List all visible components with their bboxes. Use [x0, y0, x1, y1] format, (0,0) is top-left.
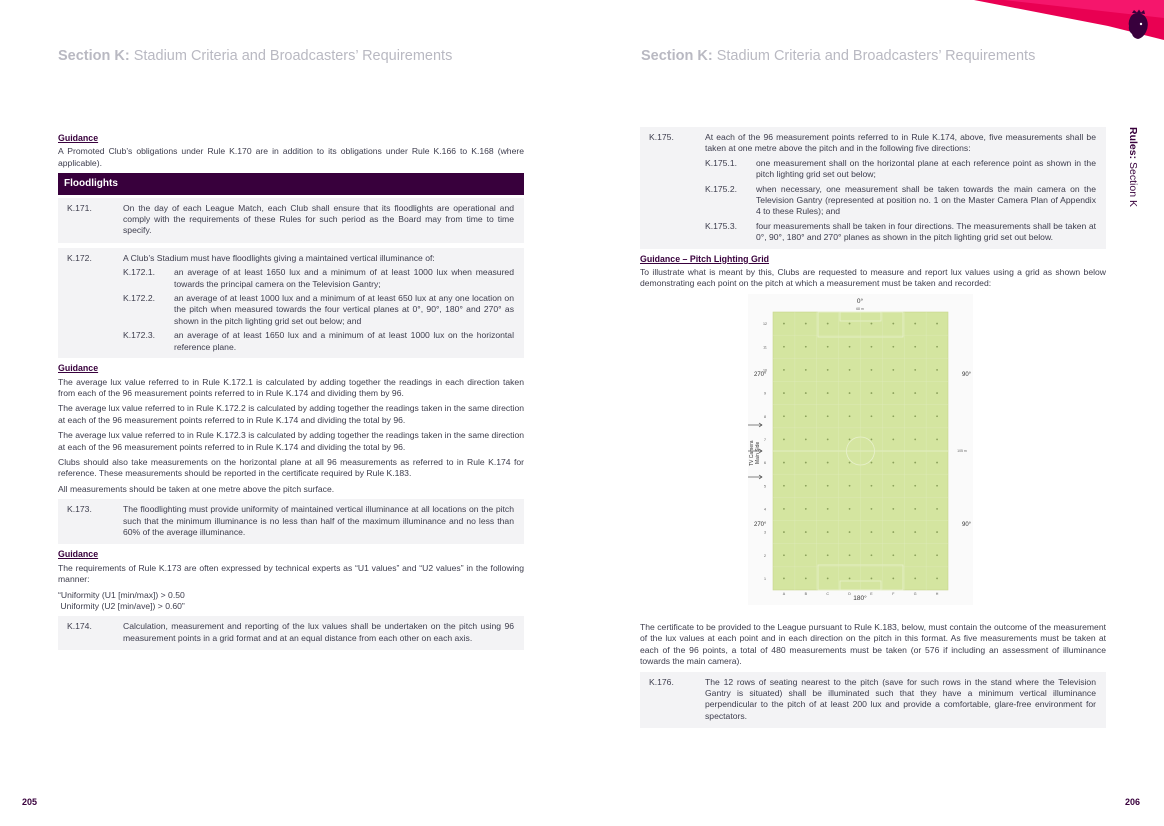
subrule-number: K.175.2.: [705, 183, 738, 194]
measurement-point: [827, 369, 829, 371]
measurement-point: [849, 438, 851, 440]
grid-row-number: 8: [764, 414, 766, 419]
grid-row-number: 9: [764, 391, 766, 396]
measurement-point: [827, 346, 829, 348]
measurement-point: [914, 438, 916, 440]
guidance-text: All measurements should be taken at one metre above the pitch surface.: [58, 483, 335, 494]
measurement-point: [827, 485, 829, 487]
grid-column-letter: E: [870, 591, 873, 596]
measurement-point: [892, 323, 894, 325]
guidance-text: The average lux value referred to in Rule K.172.2 is calculated by adding together the readings taken in the same direction at each of the 96 measurement points referred to in Rule K.174 and dividing the total by 96.: [58, 403, 524, 425]
label-90-upper: 90°: [962, 371, 972, 378]
label-180-degrees: 180°: [853, 594, 867, 602]
measurement-point: [849, 369, 851, 371]
label-0-degrees: 0°: [856, 297, 864, 305]
subrule-text: four measurements shall be taken in four directions. The measurements shall be taken at 0°, 90°, 180° and 270° planes as shown in the pitch lighting grid set out below.: [756, 220, 1096, 243]
grid-column-letter: B: [804, 591, 808, 596]
measurement-point: [805, 392, 807, 394]
measurement-point: [783, 346, 785, 348]
measurement-point: [849, 554, 851, 556]
measurement-point: [914, 531, 916, 533]
measurement-point: [849, 415, 851, 417]
grid-row-number: 12: [763, 321, 767, 326]
uniformity-line: “Uniformity (U1 [min/max]) > 0.50: [58, 589, 185, 600]
measurement-point: [936, 392, 938, 394]
measurement-point: [936, 462, 938, 464]
measurement-point: [936, 485, 938, 487]
measurement-point: [805, 369, 807, 371]
label-90-lower: 90°: [962, 521, 972, 528]
page-header-right: Section K: Stadium Criteria and Broadcasters’ Requirements: [641, 48, 1036, 64]
measurement-point: [871, 462, 873, 464]
measurement-point: [827, 531, 829, 533]
measurement-point: [892, 369, 894, 371]
measurement-point: [783, 462, 785, 464]
measurement-point: [849, 462, 851, 464]
grid-column-letter: G: [913, 591, 917, 596]
guidance-text: The requirements of Rule K.173 are often expressed by technical experts as “U1 values” and “U2 values” in the following manner:: [58, 562, 524, 585]
measurement-point: [936, 531, 938, 533]
measurement-point: [827, 438, 829, 440]
guidance-heading: Guidance: [58, 549, 99, 560]
grid-row-number: 6: [764, 460, 766, 465]
page-header-left: Section K: Stadium Criteria and Broadcasters’ Requirements: [58, 48, 453, 64]
measurement-point: [936, 415, 938, 417]
measurement-point: [892, 531, 894, 533]
grid-row-number: 2: [764, 553, 766, 558]
label-270-upper: 270°: [754, 371, 767, 378]
tv-main-side-label: Main Side: [755, 441, 761, 464]
measurement-point: [871, 485, 873, 487]
subrule-text: when necessary, one measurement shall be taken towards the main camera on the Television Gantry (represented at position no. 1 on the Master Camera Plan of Appendix 4 to these Rules); and: [756, 183, 1096, 217]
measurement-point: [871, 369, 873, 371]
guidance-heading: Guidance: [58, 133, 99, 143]
subrule-number: K.172.1.: [123, 267, 156, 278]
measurement-point: [827, 577, 829, 579]
guidance-text: The average lux value referred to in Rule K.172.1 is calculated by adding together the readings in each direction taken from each of the 96 measurement points referred to in Rule K.174 and dividing them by 96.: [58, 376, 524, 398]
grid-row-number: 1: [764, 576, 766, 581]
measurement-point: [892, 392, 894, 394]
guidance-text: A Promoted Club’s obligations under Rule K.170 are in addition to its obligations under Rule K.166 to K.168 (where applicable).: [58, 146, 524, 168]
subrule-text: an average of at least 1000 lux and a minimum of at least 650 lux at any one location on the pitch when measured towards the four vertical planes at 0°, 90°, 180° and 270° as shown in the pitch lighting grid set out below; and: [174, 293, 514, 326]
left-column: [58, 133, 524, 655]
measurement-point: [914, 415, 916, 417]
premier-league-corner: [974, 0, 1164, 62]
grid-row-number: 7: [764, 437, 766, 442]
subrule-number: K.172.2.: [123, 293, 156, 304]
measurement-point: [805, 462, 807, 464]
measurement-point: [892, 415, 894, 417]
side-tab: Rules: Section K: [1127, 127, 1139, 207]
rule-k172: [58, 248, 524, 358]
rule-number: K.172.: [67, 252, 92, 263]
grid-column-letter: F: [892, 591, 895, 596]
measurement-point: [892, 346, 894, 348]
grid-column-letter: D: [848, 591, 851, 596]
measurement-point: [936, 554, 938, 556]
rule-number: K.171.: [67, 202, 92, 213]
measurement-point: [892, 462, 894, 464]
rule-k174: [58, 616, 524, 650]
measurement-point: [805, 438, 807, 440]
rule-text: On the day of each League Match, each Club shall ensure that its floodlights are operational and comply with the requirements of these Rules for such period as the Board may from time to time specify.: [123, 202, 514, 236]
rule-k175: [640, 127, 1106, 249]
measurement-point: [914, 462, 916, 464]
measurement-point: [805, 346, 807, 348]
page-number-left: 205: [22, 797, 38, 807]
measurement-point: [936, 346, 938, 348]
measurement-point: [892, 554, 894, 556]
measurement-point: [849, 508, 851, 510]
measurement-point: [892, 508, 894, 510]
measurement-point: [936, 438, 938, 440]
measurement-point: [783, 577, 785, 579]
rule-text: The 12 rows of seating nearest to the pitch (save for such rows in the stand where the Television Gantry is situated) shall be illuminated such that they have a minimum vertical illuminance perpendicular to the pitch of at least 200 lux and provide a comfortable, glare-free environment for spectators.: [705, 676, 1096, 721]
measurement-point: [871, 577, 873, 579]
measurement-point: [871, 438, 873, 440]
measurement-point: [827, 554, 829, 556]
grid-column-letter: A: [782, 591, 786, 596]
measurement-point: [805, 323, 807, 325]
right-column: [640, 127, 1106, 733]
measurement-point: [871, 508, 873, 510]
floodlights-title: Floodlights: [58, 173, 524, 194]
grid-column-letter: C: [826, 591, 829, 596]
measurement-point: [783, 415, 785, 417]
measurement-point: [849, 392, 851, 394]
grid-column-letter: H: [935, 591, 939, 596]
measurement-point: [783, 485, 785, 487]
width-label: 68 m: [856, 306, 864, 311]
measurement-point: [892, 577, 894, 579]
rule-number: K.173.: [67, 504, 92, 515]
measurement-point: [871, 392, 873, 394]
measurement-point: [892, 438, 894, 440]
measurement-point: [783, 438, 785, 440]
grid-row-number: 3: [764, 530, 766, 535]
rule-text: Calculation, measurement and reporting of the lux values shall be undertaken on the pitch using 96 measurement points in a grid format and at an equal distance from each other on each axis.: [123, 621, 514, 643]
measurement-point: [783, 531, 785, 533]
subrule-text: an average of at least 1650 lux and a minimum of at least 1000 lux on the horizontal reference plane.: [174, 330, 514, 352]
measurement-point: [827, 323, 829, 325]
measurement-point: [805, 531, 807, 533]
measurement-point: [936, 369, 938, 371]
measurement-point: [936, 323, 938, 325]
measurement-point: [805, 415, 807, 417]
measurement-point: [783, 392, 785, 394]
measurement-point: [914, 346, 916, 348]
grid-row-number: 4: [764, 507, 766, 512]
measurement-point: [805, 577, 807, 579]
grid-row-number: 11: [763, 345, 767, 350]
measurement-point: [849, 577, 851, 579]
measurement-point: [849, 323, 851, 325]
measurement-point: [914, 554, 916, 556]
measurement-point: [914, 369, 916, 371]
measurement-point: [783, 508, 785, 510]
measurement-point: [827, 508, 829, 510]
measurement-point: [805, 508, 807, 510]
measurement-point: [914, 323, 916, 325]
certificate-text: The certificate to be provided to the League pursuant to Rule K.183, below, must contain the outcome of the measurement of the lux values at each point and in each direction on the pitch in this format. As five measurements must be taken at each of the 96 points, a total of 480 measurements must be taken (or 576 if including an assessment of illuminance towards the main camera).: [640, 621, 1106, 667]
rule-text: A Club’s Stadium must have floodlights giving a maintained vertical illuminance of:: [123, 252, 435, 263]
rule-text: The floodlighting must provide uniformity of maintained vertical illuminance at all locations on the pitch such that the minimum illuminance is no less than half of the maximum illuminance and no less than 60% of the average illuminance.: [123, 504, 514, 537]
measurement-point: [871, 531, 873, 533]
length-label: 105 m: [957, 448, 967, 453]
uniformity-line: Uniformity (U2 [min/ave]) > 0.60”: [58, 601, 185, 611]
measurement-point: [914, 508, 916, 510]
guidance-text: The average lux value referred to in Rule K.172.3 is calculated by adding together the readings taken in the same direction at each of the 96 measurement points referred to in Rule K.174 and dividing the total by 96.: [58, 430, 524, 452]
subrule-number: K.175.3.: [705, 220, 738, 231]
rule-k171: [58, 198, 524, 243]
page-number-right: 206: [1125, 797, 1141, 807]
subrule-text: an average of at least 1650 lux and a minimum of at least 1000 lux when measured towards the principal camera on the Television Gantry;: [174, 267, 514, 289]
grid-row-number: 10: [763, 368, 767, 373]
rule-k173: [58, 499, 524, 544]
rule-number: K.176.: [649, 676, 674, 687]
measurement-point: [827, 415, 829, 417]
measurement-point: [827, 392, 829, 394]
measurement-point: [849, 531, 851, 533]
measurement-point: [783, 554, 785, 556]
tv-camera-label: TV Camera: [749, 440, 755, 466]
measurement-point: [914, 485, 916, 487]
measurement-point: [871, 554, 873, 556]
measurement-point: [892, 485, 894, 487]
measurement-point: [871, 415, 873, 417]
measurement-point: [936, 508, 938, 510]
label-270-lower: 270°: [754, 521, 767, 528]
guidance-text: Clubs should also take measurements on the horizontal plane at all 96 measurements as referred to in Rule K.174 for reference. These measurements should be reported in the certificate required by Rule K.183.: [58, 456, 524, 479]
measurement-point: [871, 323, 873, 325]
measurement-point: [827, 462, 829, 464]
measurement-point: [783, 323, 785, 325]
measurement-point: [849, 485, 851, 487]
measurement-point: [914, 577, 916, 579]
rule-k176: [640, 672, 1106, 729]
measurement-point: [805, 485, 807, 487]
rule-text: At each of the 96 measurement points referred to in Rule K.174, above, five measurements shall be taken at one metre above the pitch and in the following five directions:: [705, 132, 1096, 154]
subrule-text: one measurement shall on the horizontal plane at each reference point as shown in the pitch lighting grid set out below;: [756, 157, 1096, 180]
measurement-point: [914, 392, 916, 394]
rule-number: K.174.: [67, 621, 92, 632]
measurement-point: [849, 346, 851, 348]
grid-guidance-text: To illustrate what is meant by this, Clubs are requested to measure and report lux values using a grid as shown below demonstrating each point on the pitch at which a measurement must be taken and recorded:: [640, 267, 1106, 289]
grid-row-number: 5: [764, 484, 766, 489]
guidance-heading: Guidance: [58, 363, 99, 374]
measurement-point: [783, 369, 785, 371]
measurement-point: [805, 554, 807, 556]
subrule-number: K.175.1.: [705, 157, 738, 168]
subrule-number: K.172.3.: [123, 330, 156, 341]
measurement-point: [936, 577, 938, 579]
pitch-lighting-grid: [748, 294, 973, 605]
measurement-point: [871, 346, 873, 348]
rule-number: K.175.: [649, 132, 674, 142]
grid-guidance-heading: Guidance – Pitch Lighting Grid: [640, 253, 770, 264]
